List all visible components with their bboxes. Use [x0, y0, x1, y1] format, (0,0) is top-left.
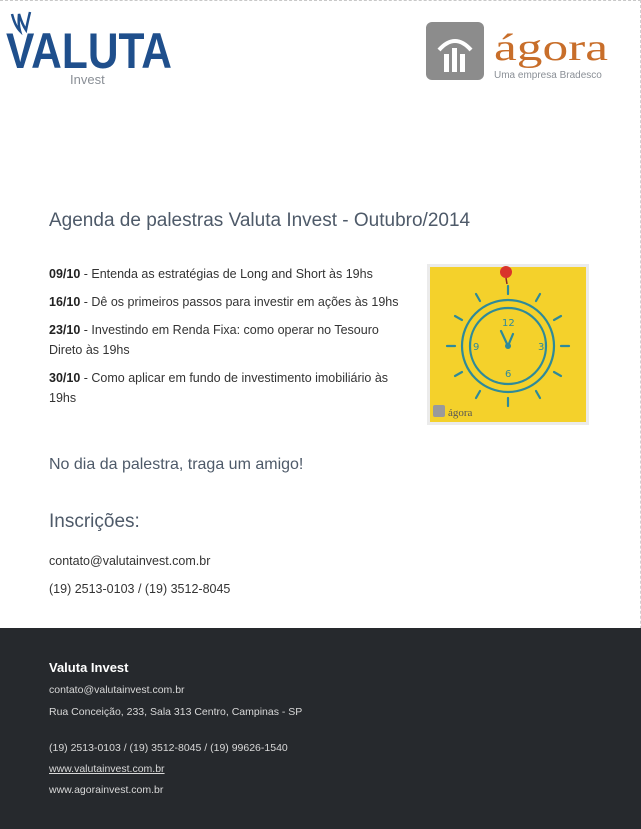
agenda-text: - Dê os primeiros passos para investir em ações às 19hs	[80, 295, 399, 309]
footer	[0, 628, 641, 829]
svg-text:6: 6	[505, 369, 512, 380]
agenda-date: 09/10	[49, 267, 81, 281]
footer-company: Valuta Invest	[49, 660, 129, 675]
agenda-date: 23/10	[49, 323, 81, 337]
agenda-text: - Investindo em Renda Fixa: como operar no Tesouro Direto às 19hs	[49, 323, 379, 357]
bradesco-small-icon	[433, 405, 445, 417]
footer-site-valuta-link[interactable]: www.valutainvest.com.br	[49, 763, 165, 775]
footer-site-agora-link[interactable]: www.agorainvest.com.br	[49, 784, 164, 796]
registration-title: Inscrições:	[49, 511, 140, 532]
svg-text:3: 3	[538, 342, 545, 353]
agenda-date: 16/10	[49, 295, 81, 309]
agenda-item	[49, 264, 409, 284]
pin-icon	[500, 266, 512, 278]
valuta-logo-text: VALUTA	[6, 23, 172, 79]
agenda-text: - Como aplicar em fundo de investimento imobiliário às 19hs	[49, 371, 389, 405]
page-title: Agenda de palestras Valuta Invest - Outubro/2014	[49, 210, 471, 231]
invite-text: No dia da palestra, traga um amigo!	[49, 456, 304, 473]
footer-email-link[interactable]: contato@valutainvest.com.br	[49, 684, 185, 696]
agora-logo-tagline: Uma empresa Bradesco	[494, 70, 602, 81]
valuta-logo[interactable]	[6, 6, 176, 86]
svg-text:9: 9	[473, 342, 480, 353]
agenda-item	[49, 292, 409, 312]
valuta-logo-tagline: Invest	[70, 72, 105, 86]
agora-logo[interactable]	[426, 22, 616, 84]
footer-phones: (19) 2513-0103 / (19) 3512-8045 / (19) 99626-1540	[49, 742, 288, 754]
footer-address: Rua Conceição, 233, Sala 313 Centro, Campinas - SP	[49, 706, 303, 718]
top-divider	[0, 0, 641, 1]
agora-logo-text: ágora	[494, 27, 609, 69]
registration-email-link[interactable]: contato@valutainvest.com.br	[49, 554, 211, 568]
agenda-date: 30/10	[49, 371, 81, 385]
registration-phone: (19) 2513-0103 / (19) 3512-8045	[49, 582, 231, 596]
agenda-item	[49, 368, 409, 408]
agenda-text: - Entenda as estratégias de Long and Short às 19hs	[80, 267, 373, 281]
agenda-item	[49, 320, 409, 360]
clock-illustration	[427, 264, 589, 425]
image-watermark: ágora	[448, 407, 473, 419]
svg-text:12: 12	[502, 318, 515, 329]
agenda-list	[49, 264, 409, 416]
